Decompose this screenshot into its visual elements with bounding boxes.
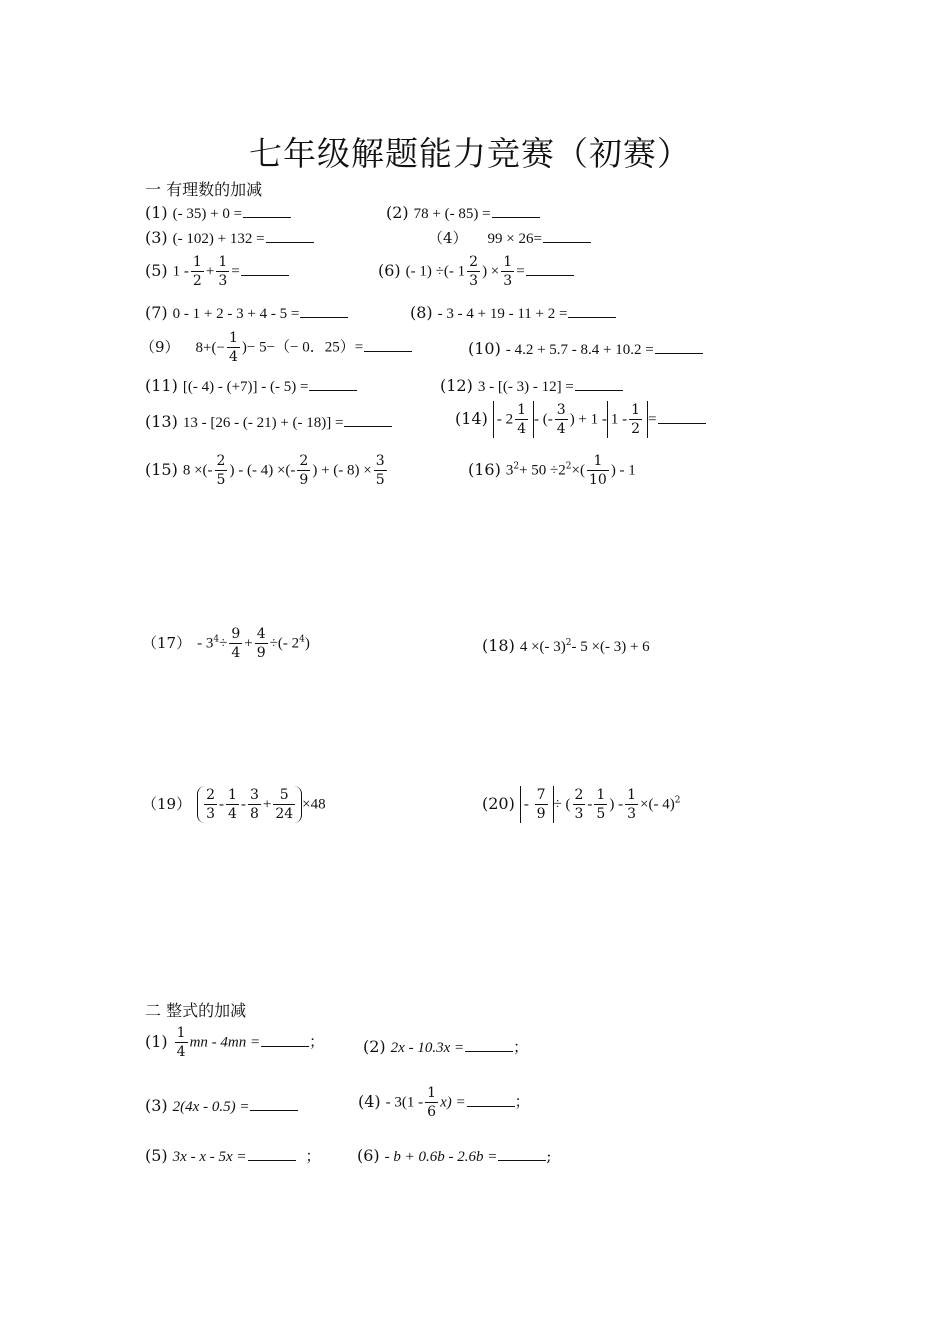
denominator: 5 — [216, 472, 226, 488]
denominator: 2 — [631, 421, 641, 437]
expression-part: - 3(1 - — [385, 1094, 424, 1111]
problem-2-4 — [358, 1084, 530, 1121]
problem-number: (1) — [145, 1031, 168, 1051]
expression-part: )− 5−（− 0．25）= — [241, 339, 364, 356]
problem-1-7 — [145, 304, 348, 322]
expression-part: ) - — [609, 796, 624, 813]
fraction — [204, 786, 217, 823]
answer-blank[interactable] — [300, 304, 348, 318]
expression-part: - — [523, 796, 533, 813]
problem-number: （19） — [142, 794, 192, 813]
expression: 99 × 26= — [487, 231, 542, 247]
denominator: 9 — [536, 806, 546, 822]
absolute-value — [493, 401, 534, 438]
problem-1-8 — [410, 304, 616, 322]
parenthesis-group — [197, 786, 302, 823]
fraction — [515, 401, 528, 438]
numerator: 1 — [631, 402, 641, 418]
denominator: 10 — [588, 472, 607, 488]
problem-number: (2) — [363, 1037, 386, 1056]
expression: 2x - 10.3x = — [390, 1040, 465, 1056]
numerator: 1 — [218, 254, 228, 270]
expression: 13 - [26 - (- 21) + (- 18)] = — [182, 415, 344, 431]
exponent: 2 — [513, 461, 520, 472]
problem-2-3 — [145, 1097, 298, 1115]
absolute-value — [607, 401, 648, 438]
problem-1-19 — [142, 786, 326, 823]
denominator: 24 — [275, 806, 294, 822]
answer-blank[interactable] — [467, 1093, 515, 1107]
problem-1-6 — [378, 253, 574, 290]
problem-number: (20) — [482, 793, 515, 813]
problem-number: （9） — [140, 337, 180, 356]
fraction — [191, 253, 204, 290]
answer-blank[interactable] — [526, 262, 574, 276]
numerator: 1 — [503, 254, 513, 270]
fraction — [501, 253, 514, 290]
problem-number: (5) — [145, 260, 168, 280]
denominator: 4 — [228, 349, 238, 365]
answer-blank[interactable] — [243, 204, 291, 218]
expression: [(- 4) - (+7)] - (- 5) = — [182, 379, 309, 395]
section-heading-2: 二 整式的加减 — [145, 1001, 247, 1020]
answer-blank[interactable] — [498, 1147, 546, 1161]
page-title: 七年级解题能力竞赛（初赛） — [249, 134, 691, 173]
answer-blank[interactable] — [575, 377, 623, 391]
fraction — [535, 786, 548, 823]
expression-part: ÷(- 2 — [269, 635, 300, 652]
numerator: 1 — [176, 1025, 186, 1041]
expression-part: 1 - — [172, 263, 189, 280]
numerator: 2 — [574, 787, 584, 803]
equals: = — [648, 411, 657, 428]
problem-number: (1) — [145, 203, 168, 222]
problem-number: （4） — [428, 229, 468, 247]
operator: ÷ — [219, 635, 228, 652]
fraction — [229, 625, 242, 662]
expression-part: ) + 1 - — [569, 411, 607, 428]
expression: 2(4x - 0.5) = — [172, 1099, 250, 1115]
problem-2-5 — [145, 1147, 321, 1165]
answer-blank[interactable] — [568, 304, 616, 318]
numerator: 1 — [192, 254, 202, 270]
denominator: 5 — [375, 472, 385, 488]
expression-part: 3 — [505, 462, 514, 479]
problem-1-4 — [428, 229, 591, 247]
numerator: 4 — [256, 626, 266, 642]
problem-1-20 — [482, 786, 680, 823]
problem-1-1 — [145, 204, 291, 222]
operator: - — [587, 796, 593, 813]
denominator: 6 — [427, 1104, 437, 1120]
expression: (- 35) + 0 = — [172, 206, 243, 222]
expression-part: - (- — [534, 411, 553, 428]
problem-number: (6) — [378, 260, 401, 280]
expression-part: - 3 — [197, 635, 214, 652]
numerator: 5 — [273, 786, 295, 805]
problem-1-10 — [468, 340, 703, 358]
problem-1-14 — [455, 401, 706, 438]
denominator: 3 — [469, 273, 479, 289]
problem-1-5 — [145, 253, 289, 290]
problem-number: (6) — [357, 1146, 380, 1165]
fraction — [215, 452, 228, 489]
expression: 3x - x - 5x = — [172, 1149, 247, 1165]
denominator: 3 — [218, 273, 228, 289]
denominator: 4 — [517, 421, 527, 437]
numerator: 1 — [427, 1085, 437, 1101]
denominator: 3 — [627, 806, 637, 822]
fraction — [629, 401, 642, 438]
expression: mn - 4mn = — [189, 1034, 261, 1051]
fraction — [216, 253, 229, 290]
fraction — [374, 452, 387, 489]
problem-number: (16) — [468, 459, 501, 479]
expression: - b + 0.6b - 2.6b = — [384, 1149, 498, 1165]
problem-number: (2) — [386, 203, 409, 222]
exponent: 2 — [674, 795, 681, 806]
denominator: 3 — [206, 806, 216, 822]
operator: + — [262, 796, 272, 813]
numerator: 1 — [228, 330, 238, 346]
expression-part: ) - 1 — [610, 462, 636, 479]
fraction — [297, 452, 310, 489]
denominator: 4 — [176, 1044, 186, 1060]
problem-1-17 — [142, 625, 310, 662]
answer-blank[interactable] — [309, 377, 357, 391]
denominator: 4 — [228, 806, 237, 822]
punctuation: ; — [546, 1147, 552, 1165]
fraction — [625, 786, 638, 823]
denominator: 4 — [556, 421, 566, 437]
problem-number: (7) — [145, 303, 168, 322]
problem-number: (11) — [145, 376, 178, 395]
problem-1-16 — [468, 452, 636, 489]
problem-number: (18) — [482, 636, 515, 655]
problem-1-3 — [145, 229, 314, 247]
numerator: 2 — [299, 453, 309, 469]
expression-part: x) = — [440, 1094, 466, 1111]
fraction — [594, 786, 607, 823]
problem-number: (4) — [358, 1091, 381, 1111]
fraction — [467, 253, 480, 290]
numerator: 9 — [231, 626, 241, 642]
expression-part: (- 1) ÷(- 1 — [405, 263, 466, 280]
denominator: 5 — [596, 806, 606, 822]
expression-part: 8+(− — [195, 339, 225, 356]
fraction — [255, 625, 268, 662]
punctuation: ； — [305, 1147, 321, 1165]
fraction — [175, 1024, 188, 1061]
denominator: 9 — [256, 645, 266, 661]
numerator: 7 — [536, 787, 546, 803]
denominator: 3 — [503, 273, 513, 289]
problem-1-15 — [145, 452, 389, 489]
problem-number: (3) — [145, 228, 168, 247]
answer-blank[interactable] — [344, 413, 392, 427]
problem-1-13 — [145, 413, 392, 431]
exponent: 4 — [213, 634, 220, 645]
expression-part: 4 ×(- 3) — [519, 639, 566, 655]
expression: 0 - 1 + 2 - 3 + 4 - 5 = — [172, 306, 300, 322]
answer-blank[interactable] — [364, 338, 412, 352]
numerator: 2 — [206, 787, 216, 803]
answer-blank[interactable] — [261, 1033, 309, 1047]
problem-2-6 — [357, 1147, 551, 1165]
problem-number: (8) — [410, 303, 433, 322]
numerator: 1 — [596, 787, 606, 803]
problem-number: （17） — [142, 633, 192, 652]
problem-1-12 — [440, 377, 623, 395]
numerator: 3 — [375, 453, 385, 469]
answer-blank[interactable] — [658, 410, 706, 424]
problem-number: (14) — [455, 408, 488, 428]
answer-blank[interactable] — [655, 340, 703, 354]
exponent: 2 — [565, 461, 572, 472]
fraction — [226, 786, 239, 823]
numerator: 2 — [469, 254, 479, 270]
fraction — [555, 401, 568, 438]
punctuation: ； — [309, 1032, 325, 1051]
expression-part: - 5 ×(- 3) + 6 — [571, 639, 650, 655]
fraction — [587, 452, 609, 489]
problem-2-1 — [145, 1024, 324, 1061]
denominator: 4 — [231, 645, 241, 661]
problem-2-2 — [363, 1038, 528, 1056]
denominator: 3 — [574, 806, 584, 822]
expression: 3 - [(- 3) - 12] = — [477, 379, 574, 395]
problem-number: (10) — [468, 339, 501, 358]
section-heading-1: 一 有理数的加减 — [145, 180, 263, 199]
answer-blank[interactable] — [266, 229, 314, 243]
expression: (- 102) + 132 = — [172, 231, 265, 247]
numerator: 3 — [249, 787, 259, 803]
equals: = — [231, 263, 240, 280]
numerator: 3 — [556, 402, 566, 418]
punctuation: ； — [513, 1038, 529, 1056]
expression: - 4.2 + 5.7 - 8.4 + 10.2 = — [505, 342, 654, 358]
numerator: 1 — [228, 787, 237, 803]
denominator: 8 — [249, 806, 259, 822]
exponent: 4 — [299, 634, 305, 645]
denominator: 2 — [192, 273, 202, 289]
expression-part: ÷ ( — [553, 796, 571, 813]
numerator: 1 — [627, 787, 637, 803]
problem-1-18 — [482, 638, 650, 655]
answer-blank[interactable] — [543, 229, 591, 243]
problem-number: (3) — [145, 1096, 168, 1115]
fraction — [248, 786, 261, 823]
numerator: 2 — [216, 453, 226, 469]
expression-part: ) — [304, 635, 310, 652]
problem-1-9 — [140, 329, 412, 366]
operator: - — [219, 796, 225, 813]
answer-blank[interactable] — [250, 1097, 298, 1111]
operator: + — [244, 635, 253, 652]
absolute-value — [520, 786, 554, 823]
problem-number: (13) — [145, 412, 178, 431]
answer-blank[interactable] — [241, 262, 289, 276]
fraction — [273, 786, 295, 823]
operator: + — [205, 263, 215, 280]
problem-number: (12) — [440, 376, 473, 395]
expression-part: ×(- 4) — [640, 796, 675, 813]
exponent: 2 — [565, 638, 572, 648]
operator: - — [240, 796, 246, 813]
numerator: 1 — [587, 452, 609, 471]
expression-part: - 2 — [496, 411, 514, 428]
expression: - 3 - 4 + 19 - 11 + 2 = — [437, 306, 568, 322]
answer-blank[interactable] — [248, 1147, 296, 1161]
expression: 78 + (- 85) = — [413, 206, 491, 222]
punctuation: ； — [514, 1092, 530, 1111]
denominator: 9 — [299, 472, 309, 488]
fraction — [425, 1084, 438, 1121]
problem-number: (5) — [145, 1146, 168, 1165]
expression-part: 8 ×(- — [182, 462, 213, 479]
expression-part: ×48 — [302, 796, 326, 813]
answer-blank[interactable] — [492, 204, 540, 218]
fraction — [227, 329, 240, 366]
problem-number: (15) — [145, 459, 178, 479]
equals: = — [516, 263, 525, 280]
expression-part: ×( — [571, 462, 585, 479]
fraction — [573, 786, 586, 823]
answer-blank[interactable] — [465, 1038, 513, 1052]
numerator: 1 — [517, 402, 527, 418]
expression-part: ) - (- 4) ×(- — [229, 462, 296, 479]
problem-1-11 — [145, 377, 357, 395]
expression-part: ) × — [482, 263, 500, 280]
expression-part: ) + (- 8) × — [312, 462, 372, 479]
expression-part: + 50 ÷2 — [519, 462, 566, 479]
problem-1-2 — [386, 204, 540, 222]
expression-part: 1 - — [610, 411, 628, 428]
